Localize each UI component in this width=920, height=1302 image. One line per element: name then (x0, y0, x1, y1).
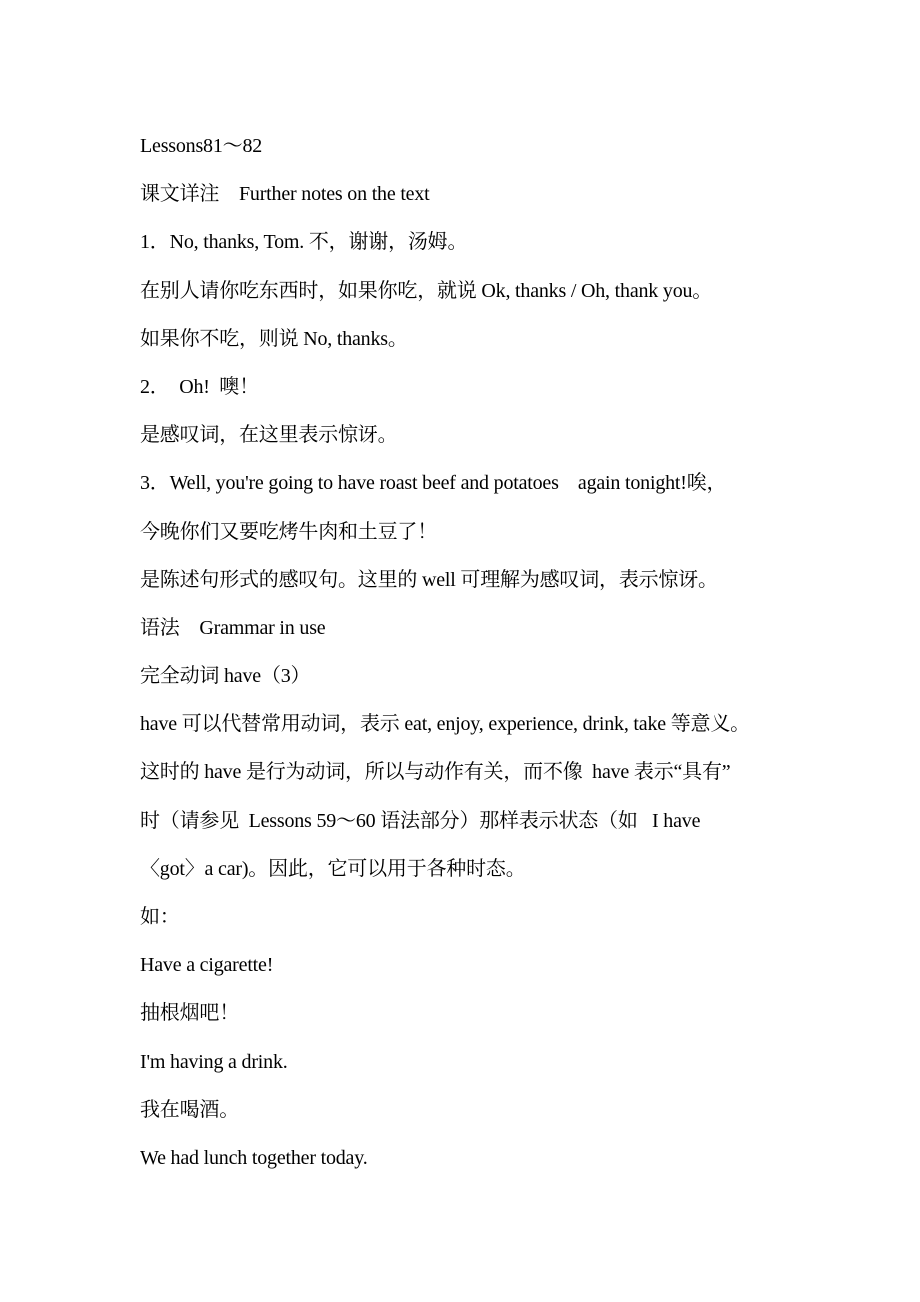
note-2-text: 是感叹词，在这里表示惊讶。 (140, 424, 398, 447)
example-english: We had lunch together today. (140, 1146, 368, 1169)
example-intro: 如： (140, 906, 180, 928)
grammar-paragraph: have 可以代替常用动词，表示 eat, enjoy, experience, drink, take 等意义。 (140, 713, 750, 736)
note-1: 1．No, thanks, Tom. 不，谢谢，汤姆。 (140, 231, 468, 254)
example-english: Have a cigarette! (140, 954, 274, 977)
grammar-paragraph: 时（请参见 Lessons 59～60 语法部分）那样表示状态（如 I have (140, 809, 701, 832)
example-chinese: 抽根烟吧！ (140, 1002, 239, 1025)
grammar-subheading: 完全动词 have（3） (140, 665, 311, 688)
grammar-paragraph: 〈got〉a car)。因此，它可以用于各种时态。 (140, 857, 526, 880)
document-body (140, 122, 820, 1182)
note-2: 2． Oh! 噢！ (140, 375, 259, 398)
example-english: I'm having a drink. (140, 1050, 288, 1073)
example-chinese: 我在喝酒。 (140, 1098, 239, 1121)
note-3: 3．Well, you're going to have roast beef and potatoes again tonight!唉， (140, 472, 727, 495)
note-1-text: 如果你不吃，则说 No, thanks。 (140, 327, 408, 350)
note-3-text: 是陈述句形式的感叹句。这里的 well 可理解为感叹词，表示惊讶。 (140, 568, 718, 591)
lesson-title: Lessons81～82 (140, 135, 263, 157)
note-1-text: 在别人请你吃东西时，如果你吃，就说 Ok, thanks / Oh, thank you。 (140, 279, 713, 302)
grammar-paragraph: 这时的 have 是行为动词，所以与动作有关，而不像 have 表示“具有” (140, 761, 731, 784)
note-3-translation: 今晚你们又要吃烤牛肉和土豆了！ (140, 520, 437, 543)
section-heading-grammar: 语法 Grammar in use (140, 616, 326, 639)
section-heading-notes: 课文详注 Further notes on the text (140, 183, 430, 206)
